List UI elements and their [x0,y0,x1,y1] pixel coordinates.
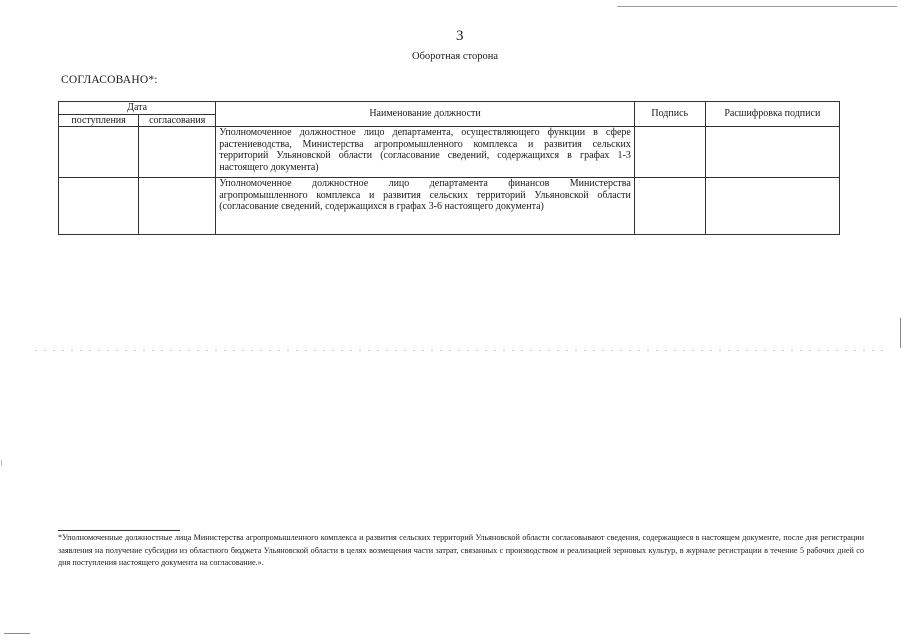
footnote-divider [58,530,180,531]
page-number: 3 [456,28,464,44]
table-row [59,178,840,235]
table-row [59,127,840,178]
footnote-text: *Уполномоченные должностные лица Министерства агропромышленного комплекса и развития сельских территорий Ульяновской области согласовывают сведения, содержащиеся в настоящем документе, после дня регистрации заявления на получение субсидии из областного бюджета Ульяновской области в целях возмещения части затрат, связанных с производством и реализацией зерновых культур, в журнале регистрации в течение 5 рабочих дней со дня поступления настоящего документа на согласование.». [58,533,864,567]
scan-artifact-top-line [617,6,897,7]
header-position: Наименование должности [216,102,635,127]
header-date: Дата [59,102,216,115]
scan-artifact-left-mark [1,460,2,466]
table-header-row [59,102,840,115]
approved-label: СОГЛАСОВАНО*: [61,74,158,86]
cell-date-received [59,127,139,178]
cell-date-received [59,178,139,235]
header-date-approved: согласования [139,114,216,127]
cell-signature [634,178,705,235]
header-signature: Подпись [634,102,705,127]
cell-position: Уполномоченное должностное лицо департамента, осуществляющего функции в сфере растениеводства, Министерства агропромышленного комплекса и развития сельских территорий Ульяновской области (согласование сведений, содержащихся в графах 1-3 настоящего документа) [216,127,635,178]
cell-position: Уполномоченное должностное лицо департамента финансов Министерства агропромышленного комплекса и развития сельских территорий Ульяновской области (согласование сведений, содержащихся в графах 3-6 настоящего документа) [216,178,635,235]
scan-artifact-dust-line [35,350,885,351]
scan-artifact-right-mark [900,318,901,348]
header-signature-decoding: Расшифровка подписи [705,102,839,127]
scan-artifact-bottom-mark [4,633,30,634]
cell-date-approved [139,127,216,178]
cell-signature [634,127,705,178]
cell-date-approved [139,178,216,235]
cell-signature-decoding [705,127,839,178]
page-side-title: Оборотная сторона [412,51,498,62]
header-date-received: поступления [59,114,139,127]
approval-table [58,101,840,235]
cell-signature-decoding [705,178,839,235]
